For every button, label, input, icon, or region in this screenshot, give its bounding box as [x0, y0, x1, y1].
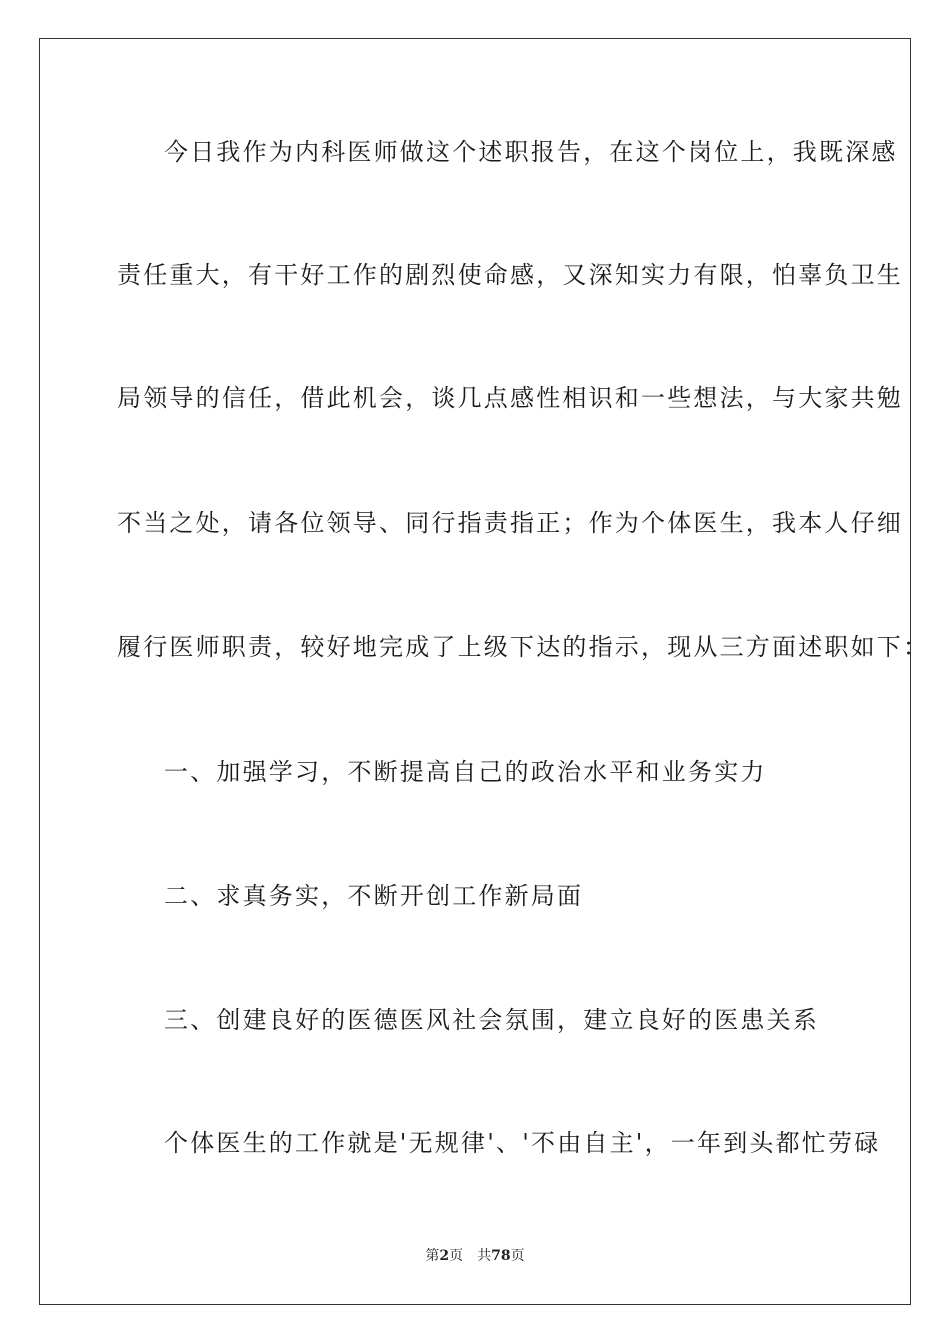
footer-page-number: 2: [439, 1248, 450, 1264]
paragraph-line-2: 责任重大，有干好工作的剧烈使命感，又深知实力有限，怕辜负卫生: [117, 261, 903, 289]
paragraph-line-9: 个体医生的工作就是'无规律'、'不由自主'，一年到头都忙劳碌: [164, 1129, 881, 1157]
paragraph-line-3: 局领导的信任，借此机会，谈几点感性相识和一些想法，与大家共勉: [117, 384, 903, 412]
paragraph-line-1: 今日我作为内科医师做这个述职报告，在这个岗位上，我既深感: [164, 138, 898, 166]
footer-page-prefix: 第: [425, 1248, 440, 1264]
footer-total-suffix: 页: [510, 1248, 525, 1264]
page-footer: [0, 1245, 950, 1265]
footer-page-suffix: 页: [449, 1248, 464, 1264]
section-heading-2: 二、求真务实，不断开创工作新局面: [164, 882, 584, 910]
footer-total-prefix: 共: [477, 1248, 492, 1264]
footer-total-pages: 78: [491, 1248, 511, 1264]
page-border: [39, 38, 930, 1305]
section-heading-1: 一、加强学习，不断提高自己的政治水平和业务实力: [164, 758, 767, 786]
paragraph-line-5: 履行医师职责，较好地完成了上级下达的指示，现从三方面述职如下：: [117, 633, 930, 661]
section-heading-3: 三、创建良好的医德医风社会氛围，建立良好的医患关系: [164, 1006, 819, 1034]
paragraph-line-4: 不当之处，请各位领导、同行指责指正；作为个体医生，我本人仔细: [117, 509, 903, 537]
